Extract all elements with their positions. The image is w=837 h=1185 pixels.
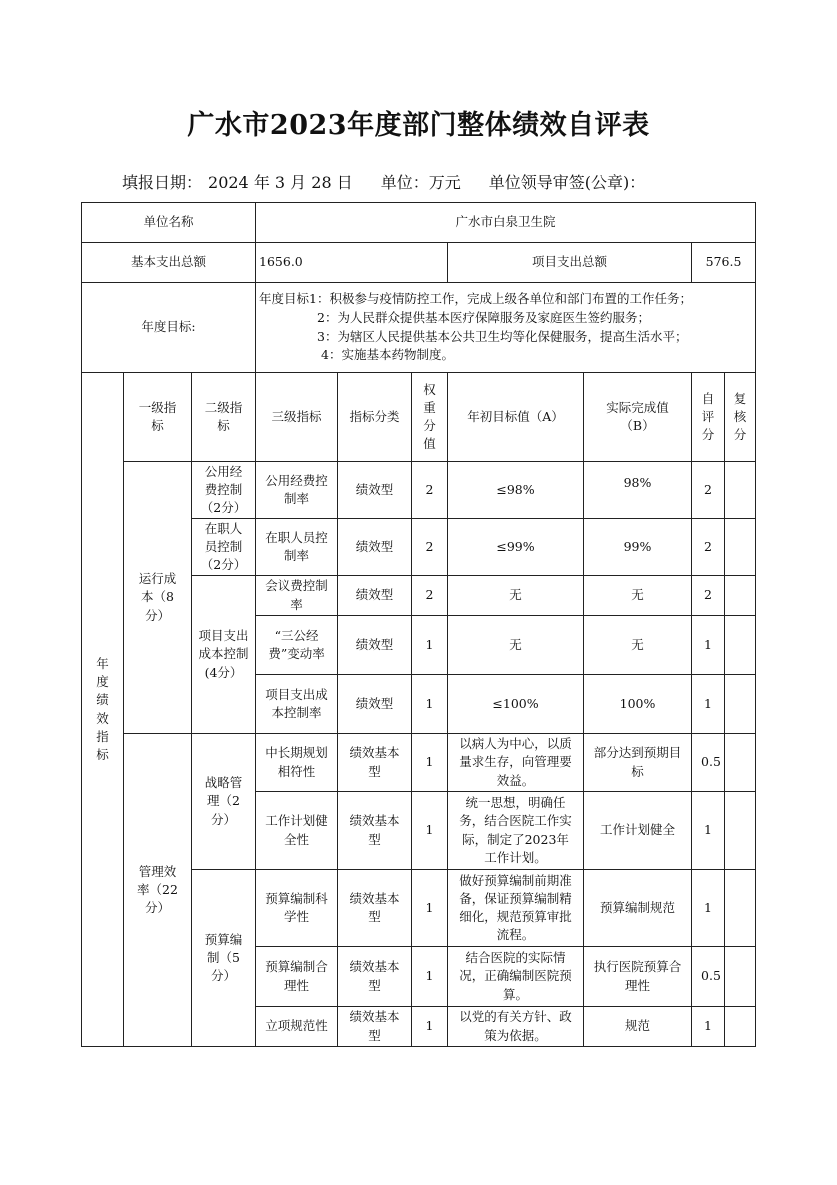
- cell-weight: 1: [412, 792, 448, 870]
- basic-expense-value: 1656.0: [256, 243, 448, 283]
- cell-level3: 立项规范性: [256, 1007, 338, 1047]
- group-op-cost: 运行成本（8分）: [124, 462, 192, 734]
- cell-actual: 无: [584, 616, 692, 675]
- cell-level3: 中长期规划相符性: [256, 734, 338, 792]
- cell-actual: 预算编制规范: [584, 870, 692, 947]
- cell-review-score: [725, 616, 756, 675]
- header-target: 年初目标值（A）: [448, 373, 584, 462]
- cell-target: 做好预算编制前期准备，保证预算编制精细化，规范预算审批流程。: [448, 870, 584, 947]
- cell-category: 绩效基本型: [338, 1007, 412, 1047]
- evaluation-table: [81, 202, 756, 1047]
- project-expense-label: 项目支出总额: [448, 243, 692, 283]
- group-strategy: 战略管理（2分）: [192, 734, 256, 870]
- cell-target: ≤98%: [448, 462, 584, 519]
- cell-review-score: [725, 1007, 756, 1047]
- cell-target: 统一思想，明确任务，结合医院工作实际，制定了2023年工作计划。: [448, 792, 584, 870]
- cell-review-score: [725, 792, 756, 870]
- cell-actual: 98%: [584, 462, 692, 519]
- cell-target: ≤99%: [448, 519, 584, 576]
- cell-level3: “三公经费”变动率: [256, 616, 338, 675]
- cell-category: 绩效基本型: [338, 947, 412, 1007]
- table-row: [82, 462, 756, 519]
- cell-self-score: 1: [692, 792, 725, 870]
- basic-expense-label: 基本支出总额: [82, 243, 256, 283]
- cell-review-score: [725, 675, 756, 734]
- header-self-score: 自评分: [692, 373, 725, 462]
- cell-level3: 预算编制合理性: [256, 947, 338, 1007]
- header-actual: 实际完成值（B）: [584, 373, 692, 462]
- cell-self-score: 1: [692, 616, 725, 675]
- cell-review-score: [725, 734, 756, 792]
- cell-target: 无: [448, 576, 584, 616]
- cell-category: 绩效型: [338, 675, 412, 734]
- cell-self-score: 2: [692, 462, 725, 519]
- cell-self-score: 1: [692, 1007, 725, 1047]
- cell-weight: 1: [412, 947, 448, 1007]
- cell-self-score: 0.5: [692, 947, 725, 1007]
- cell-review-score: [725, 462, 756, 519]
- fill-info-line: [122, 170, 762, 193]
- cell-self-score: 2: [692, 519, 725, 576]
- cell-self-score: 2: [692, 576, 725, 616]
- expense-row: [82, 243, 756, 283]
- cell-category: 绩效基本型: [338, 870, 412, 947]
- cell-actual: 部分达到预期目标: [584, 734, 692, 792]
- cell-self-score: 1: [692, 870, 725, 947]
- header-review-score: 复核分: [725, 373, 756, 462]
- cell-level3: 在职人员控制率: [256, 519, 338, 576]
- cell-level3: 会议费控制率: [256, 576, 338, 616]
- cell-actual: 99%: [584, 519, 692, 576]
- unit-name-label: 单位名称: [82, 203, 256, 243]
- header-level3: 三级指标: [256, 373, 338, 462]
- cell-weight: 2: [412, 462, 448, 519]
- goal-line: 年度目标1：积极参与疫情防控工作，完成上级各单位和部门布置的工作任务；: [259, 291, 692, 306]
- goal-label: 年度目标:: [82, 283, 256, 373]
- cell-target: 以病人为中心，以质量求生存，向管理要效益。: [448, 734, 584, 792]
- cell-category: 绩效基本型: [338, 734, 412, 792]
- cell-actual: 无: [584, 576, 692, 616]
- cell-category: 绩效型: [338, 616, 412, 675]
- goal-line: 2：为人民群众提供基本医疗保障服务及家庭医生签约服务；: [317, 309, 650, 325]
- cell-actual: 执行医院预算合理性: [584, 947, 692, 1007]
- header-level1: 一级指标: [124, 373, 192, 462]
- header-category: 指标分类: [338, 373, 412, 462]
- cell-category: 绩效型: [338, 576, 412, 616]
- cell-weight: 1: [412, 616, 448, 675]
- cell-target: ≤100%: [448, 675, 584, 734]
- cell-review-score: [725, 947, 756, 1007]
- cell-actual: 规范: [584, 1007, 692, 1047]
- fill-date: 2024 年 3 月 28 日: [208, 173, 353, 192]
- cell-weight: 1: [412, 870, 448, 947]
- project-expense-value: 576.5: [692, 243, 756, 283]
- header-weight: 权重分值: [412, 373, 448, 462]
- group-mgmt: 管理效率（22分）: [124, 734, 192, 1047]
- cell-weight: 2: [412, 576, 448, 616]
- cell-category: 绩效型: [338, 519, 412, 576]
- table-row: [82, 734, 756, 792]
- goal-content: [256, 283, 756, 373]
- cell-actual: 100%: [584, 675, 692, 734]
- goal-line: 4：实施基本药物制度。: [321, 347, 454, 363]
- section-label: 年度绩效指标: [82, 373, 124, 1047]
- header-row: [82, 373, 756, 462]
- cell-actual: 工作计划健全: [584, 792, 692, 870]
- header-level2: 二级指标: [192, 373, 256, 462]
- cell-level3: 预算编制科学性: [256, 870, 338, 947]
- group-public-fee: 公用经费控制（2分）: [192, 462, 256, 519]
- cell-self-score: 1: [692, 675, 725, 734]
- group-budget: 预算编制（5分）: [192, 870, 256, 1047]
- cell-weight: 1: [412, 734, 448, 792]
- unit-name-value: 广水市白泉卫生院: [256, 203, 756, 243]
- unit-label: 单位：万元: [380, 173, 461, 192]
- unit-name-row: [82, 203, 756, 243]
- cell-level3: 公用经费控制率: [256, 462, 338, 519]
- cell-weight: 1: [412, 675, 448, 734]
- cell-category: 绩效型: [338, 462, 412, 519]
- signoff-label: 单位领导审签(公章)：: [488, 173, 646, 192]
- cell-self-score: 0.5: [692, 734, 725, 792]
- cell-weight: 1: [412, 1007, 448, 1047]
- cell-target: 以党的有关方针、政策为依据。: [448, 1007, 584, 1047]
- cell-target: 结合医院的实际情况，正确编制医院预算。: [448, 947, 584, 1007]
- goal-line: 3：为辖区人民提供基本公共卫生均等化保健服务，提高生活水平；: [317, 328, 688, 344]
- fill-date-label: 填报日期：: [122, 173, 203, 192]
- group-staff: 在职人员控制（2分）: [192, 519, 256, 576]
- cell-level3: 项目支出成本控制率: [256, 675, 338, 734]
- cell-weight: 2: [412, 519, 448, 576]
- page-title: 广水市2023年度部门整体绩效自评表: [187, 110, 650, 141]
- group-project-cost: 项目支出成本控制(4分）: [192, 576, 256, 734]
- cell-review-score: [725, 576, 756, 616]
- cell-review-score: [725, 870, 756, 947]
- goal-row: [82, 283, 756, 373]
- cell-category: 绩效基本型: [338, 792, 412, 870]
- cell-review-score: [725, 519, 756, 576]
- cell-level3: 工作计划健全性: [256, 792, 338, 870]
- cell-target: 无: [448, 616, 584, 675]
